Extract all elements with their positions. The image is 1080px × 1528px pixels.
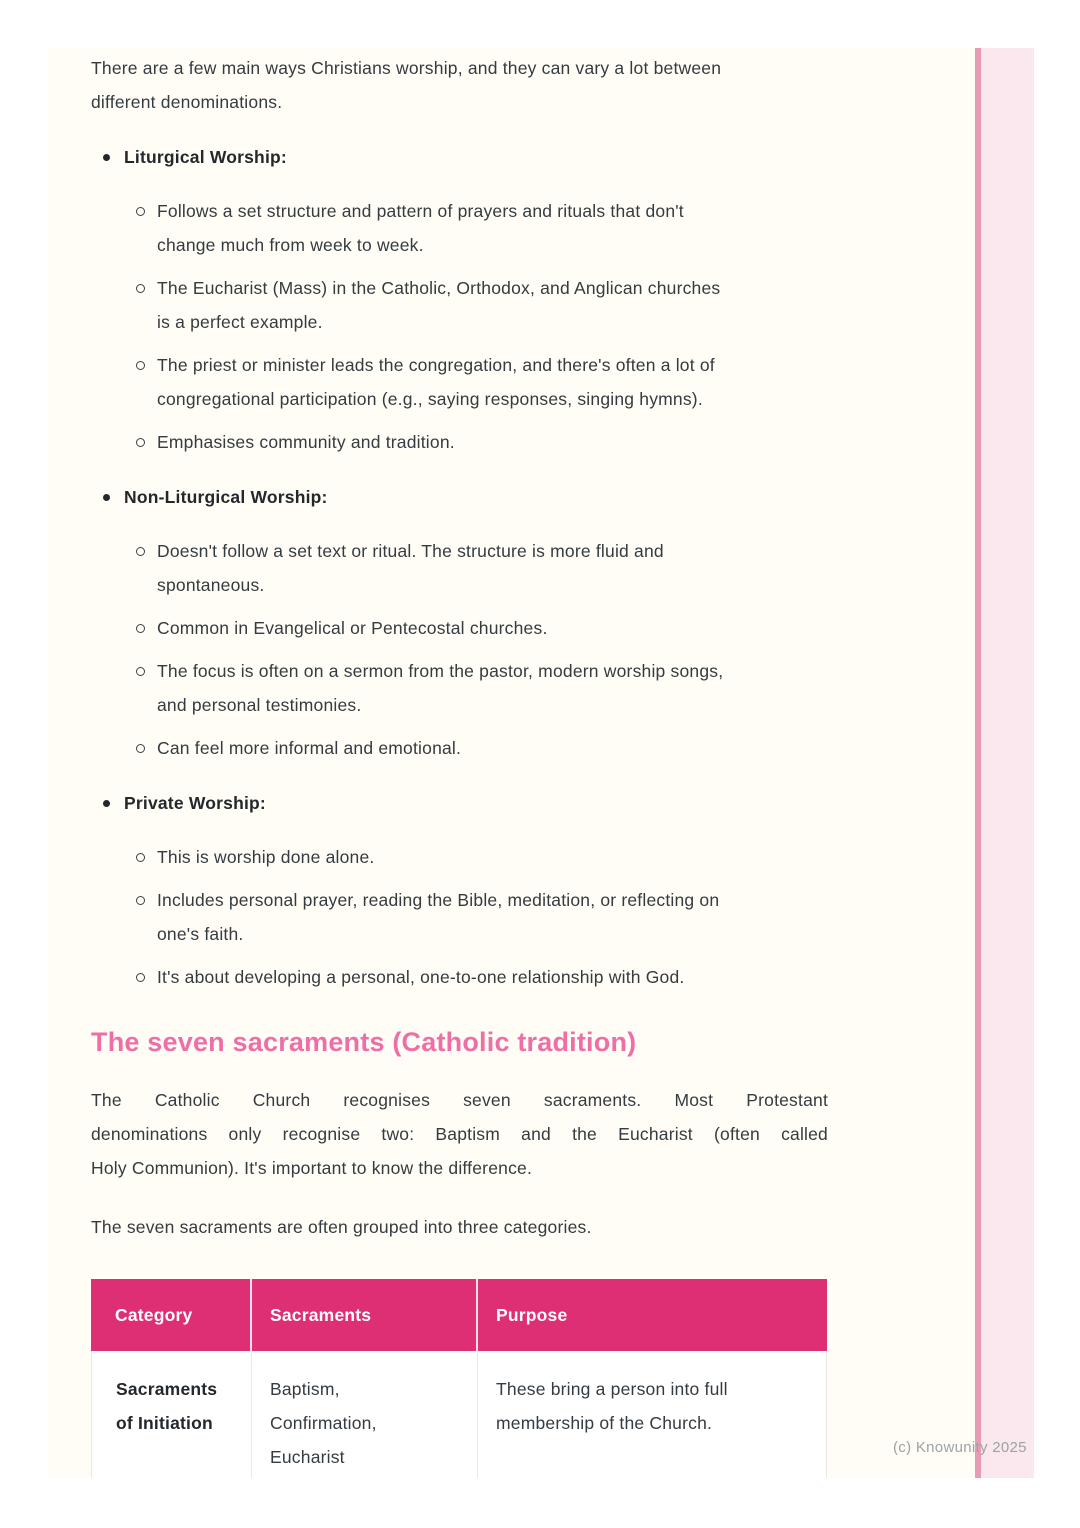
bullet-marker-col xyxy=(136,534,157,556)
table-header-purpose: Purpose xyxy=(476,1279,827,1351)
table-header-sacraments: Sacraments xyxy=(250,1279,476,1351)
circle-bullet-icon xyxy=(136,744,145,753)
circle-bullet-icon xyxy=(136,438,145,447)
bullet-marker-col xyxy=(136,194,157,216)
bullet-marker-col xyxy=(136,348,157,370)
circle-bullet-icon xyxy=(136,667,145,676)
list-item-text: Includes personal prayer, reading the Bible, meditation, or reflecting on one's faith. xyxy=(157,890,720,944)
list-item xyxy=(91,960,828,994)
liturgical-points xyxy=(91,194,828,459)
list-item-text: Common in Evangelical or Pentecostal churches. xyxy=(157,618,548,638)
bullet-marker-col xyxy=(136,840,157,862)
bullet-marker-col xyxy=(136,654,157,676)
circle-bullet-icon xyxy=(136,207,145,216)
bullet-marker-col xyxy=(103,480,124,501)
list-item-text: The priest or minister leads the congregation, and there's often a lot of congregational participation (e.g., saying responses, singing hymns). xyxy=(157,355,715,409)
bullet-icon xyxy=(103,154,110,161)
bullet-marker-col xyxy=(136,271,157,293)
bullet-marker-col xyxy=(136,883,157,905)
list-item-text: The Eucharist (Mass) in the Catholic, Orthodox, and Anglican churches is a perfect example. xyxy=(157,278,721,332)
bullet-marker-col xyxy=(136,611,157,633)
table-row xyxy=(91,1351,827,1478)
circle-bullet-icon xyxy=(136,361,145,370)
cell-category: Sacraments of Initiation xyxy=(116,1379,218,1433)
list-item-text: Follows a set structure and pattern of prayers and rituals that don't change much from week to week. xyxy=(157,201,684,255)
list-item-text: This is worship done alone. xyxy=(157,847,375,867)
side-stripe xyxy=(975,48,1034,1478)
worship-type-title: Non-Liturgical Worship: xyxy=(124,487,328,507)
worship-type-non-liturgical xyxy=(91,480,828,514)
list-item xyxy=(91,425,828,459)
list-item xyxy=(91,534,828,602)
cell-sacraments: Baptism, Confirmation, Eucharist xyxy=(251,1351,477,1478)
circle-bullet-icon xyxy=(136,284,145,293)
worship-type-liturgical xyxy=(91,140,828,174)
section-heading: The seven sacraments (Catholic tradition) xyxy=(91,1027,637,1057)
document-card xyxy=(48,48,1034,1478)
circle-bullet-icon xyxy=(136,896,145,905)
sacraments-table xyxy=(91,1279,827,1478)
list-item xyxy=(91,271,828,339)
list-item xyxy=(91,883,828,951)
table-header-row xyxy=(91,1279,827,1351)
bullet-marker-col xyxy=(136,425,157,447)
list-item-text: Doesn't follow a set text or ritual. The structure is more fluid and spontaneous. xyxy=(157,541,664,595)
bullet-marker-col xyxy=(103,786,124,807)
list-item xyxy=(91,348,828,416)
bullet-marker-col xyxy=(103,140,124,161)
private-points xyxy=(91,840,828,994)
bullet-marker-col xyxy=(136,960,157,982)
body-paragraph: The seven sacraments are often grouped into three categories. xyxy=(91,1217,592,1237)
worship-type-title: Private Worship: xyxy=(124,793,266,813)
circle-bullet-icon xyxy=(136,624,145,633)
intro-paragraph: There are a few main ways Christians worship, and they can vary a lot between different denominations. xyxy=(91,58,722,112)
body-paragraph-justified: The Catholic Church recognises seven sacraments. Most Protestant denominations only recognise two: Baptism and the Eucharist (often called Holy Communion). It's important to know the difference. xyxy=(91,1090,828,1178)
worship-type-private xyxy=(91,786,828,820)
list-item-text: It's about developing a personal, one-to-one relationship with God. xyxy=(157,967,685,987)
list-item xyxy=(91,731,828,765)
list-item-text: Can feel more informal and emotional. xyxy=(157,738,462,758)
watermark: (c) Knowunity 2025 xyxy=(893,1439,1027,1456)
table-header-category: Category xyxy=(115,1304,193,1325)
list-item xyxy=(91,611,828,645)
worship-type-title: Liturgical Worship: xyxy=(124,147,287,167)
bullet-marker-col xyxy=(136,731,157,753)
non-liturgical-points xyxy=(91,534,828,765)
list-item-text: Emphasises community and tradition. xyxy=(157,432,455,452)
bullet-icon xyxy=(103,800,110,807)
bullet-icon xyxy=(103,494,110,501)
list-item xyxy=(91,654,828,722)
circle-bullet-icon xyxy=(136,547,145,556)
cell-purpose: These bring a person into full membership of the Church. xyxy=(477,1351,828,1478)
circle-bullet-icon xyxy=(136,853,145,862)
list-item xyxy=(91,840,828,874)
document-content xyxy=(91,48,828,1478)
list-item-text: The focus is often on a sermon from the pastor, modern worship songs, and personal testimonies. xyxy=(157,661,724,715)
list-item xyxy=(91,194,828,262)
circle-bullet-icon xyxy=(136,973,145,982)
